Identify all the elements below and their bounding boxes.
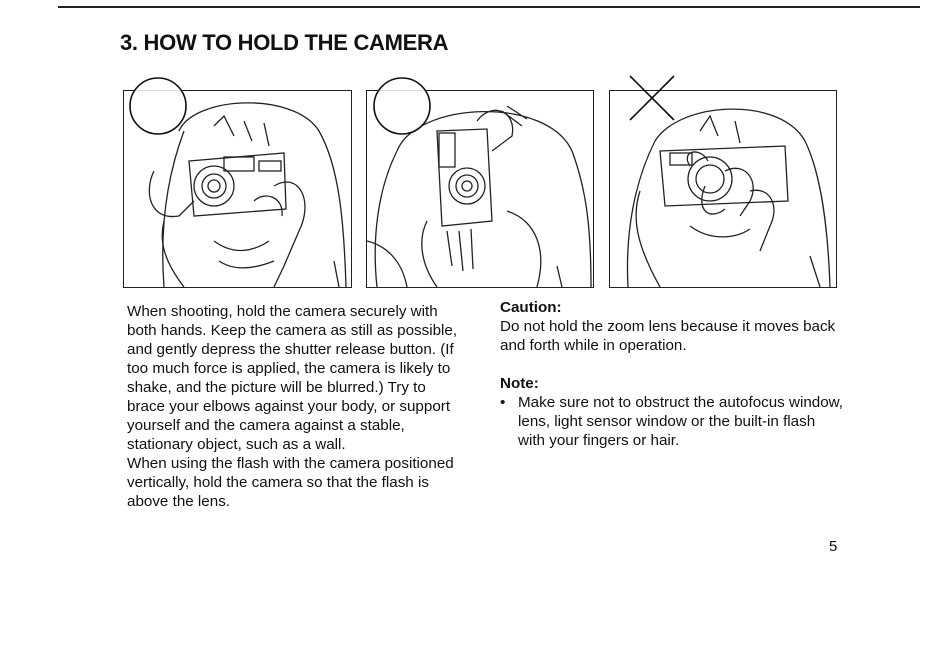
caution-text: Do not hold the zoom lens because it moves back and forth while in operation. <box>500 318 836 354</box>
note-bullet-item <box>500 393 845 450</box>
circle-mark-icon <box>372 76 432 136</box>
circle-mark-icon <box>128 76 188 136</box>
caution-note-section <box>500 298 845 450</box>
top-rule <box>58 6 920 8</box>
body-paragraph-1: When shooting, hold the camera securely with both hands. Keep the camera as still as possible, and gently depress the shutter release button. (If too much force is applied, the camera is likely to shake, and the picture will be blurred.) Try to brace your elbows against your body, or support yourself and the camera against a stable, stationary object, such as a wall. <box>127 303 458 453</box>
note-text: Make sure not to obstruct the autofocus window, lens, light sensor window or the built-in flash with your fingers or hair. <box>518 394 844 449</box>
section-title: 3. HOW TO HOLD THE CAMERA <box>120 30 449 55</box>
bullet-icon: • <box>500 394 506 411</box>
note-heading: Note: <box>500 375 539 392</box>
instructions-text <box>127 302 467 511</box>
body-paragraph-2: When using the flash with the camera positioned vertically, hold the camera so that the flash is above the lens. <box>127 455 454 510</box>
caution-heading: Caution: <box>500 299 562 316</box>
page-number: 5 <box>829 538 838 555</box>
cross-mark-icon <box>624 72 680 124</box>
